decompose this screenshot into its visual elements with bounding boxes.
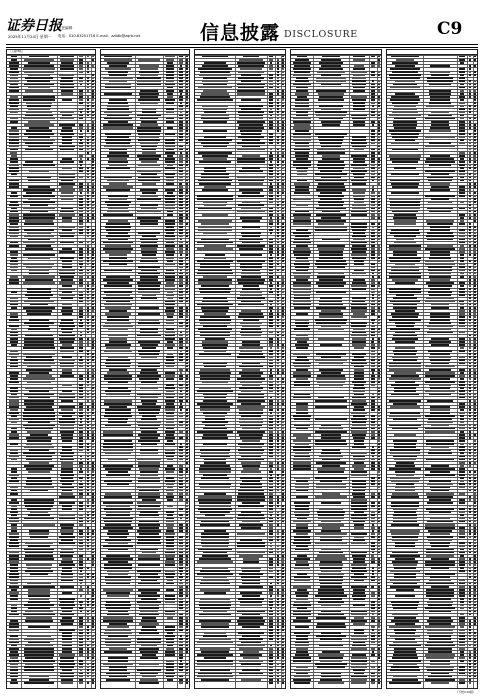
- table-column-3: [194, 49, 286, 689]
- table-cell-text: [61, 682, 73, 684]
- table-cell-text: [10, 682, 19, 684]
- table-row-divider: [7, 105, 95, 106]
- disclosure-body: [6, 49, 478, 689]
- masthead-rule: [6, 44, 478, 45]
- table-grid: [7, 55, 95, 688]
- table-cell-text: [179, 682, 183, 684]
- table-cell-text: [24, 682, 54, 684]
- table-row-divider: [7, 371, 95, 372]
- table-cell-text: [92, 682, 94, 684]
- masthead-rule-thin: [6, 47, 478, 48]
- table-row-divider: [195, 235, 285, 236]
- table-grid: [291, 55, 381, 688]
- table-grid: [101, 55, 189, 688]
- table-cell-text: [378, 682, 380, 684]
- table-column-4: [290, 49, 382, 689]
- editor-line: 责任编辑：: [58, 26, 76, 30]
- table-row-divider: [7, 303, 95, 304]
- contact-line: 电话：010-83251716 E-mail：zzlldb@zqrb.net: [58, 34, 141, 38]
- table-row-divider: [291, 629, 381, 630]
- table-row-divider: [7, 173, 95, 174]
- table-row-divider: [101, 455, 189, 456]
- table-cell-text: [277, 682, 280, 684]
- table-grid: [195, 55, 285, 688]
- table-row-divider: [291, 331, 381, 332]
- table-row-divider: [7, 598, 95, 599]
- table-row-divider: [7, 179, 95, 180]
- table-row-divider: [7, 526, 95, 527]
- table-cell-text: [282, 682, 284, 684]
- table-grid: [387, 55, 477, 688]
- masthead: [0, 0, 484, 48]
- table-column-1: [6, 49, 96, 689]
- table-row-divider: [291, 421, 381, 422]
- table-column-2: [100, 49, 190, 689]
- table-cell-text: [371, 682, 375, 684]
- table-column-5: [386, 49, 478, 689]
- table-row-divider: [7, 151, 95, 152]
- table-row-divider: [291, 387, 381, 388]
- table-row-divider: [101, 384, 189, 385]
- table-row-divider: [101, 585, 189, 586]
- table-row-divider: [7, 120, 95, 121]
- table-cell-text: [269, 682, 273, 684]
- table-row-divider: [7, 591, 95, 592]
- page-number: C9: [437, 19, 463, 39]
- table-cell-text: [186, 682, 188, 684]
- table-row-divider: [291, 474, 381, 475]
- newspaper-logo: 证券日报: [6, 18, 62, 34]
- table-cell-text: [318, 682, 344, 684]
- table-row-divider: [291, 498, 381, 499]
- table-row-divider: [7, 86, 95, 87]
- table-cell-text: [139, 682, 159, 684]
- section-title-english: DISCLOSURE: [284, 29, 358, 40]
- table-cell-text: [294, 682, 310, 684]
- table-cell-text: [351, 682, 366, 684]
- table-cell-text: [79, 682, 83, 684]
- table-row-divider: [7, 328, 95, 329]
- table-row-divider: [7, 474, 95, 475]
- table-row-divider: [291, 350, 381, 351]
- table-row-divider: [7, 238, 95, 239]
- table-row-divider: [291, 390, 381, 391]
- column-header: （上接C8版）: [7, 50, 95, 55]
- table-row-divider: [7, 74, 95, 75]
- section-title: 信息披露: [200, 22, 281, 44]
- dateline: 2025年11月24日 星期一: [8, 34, 52, 39]
- table-cell-text: [87, 682, 90, 684]
- table-row-divider: [7, 511, 95, 512]
